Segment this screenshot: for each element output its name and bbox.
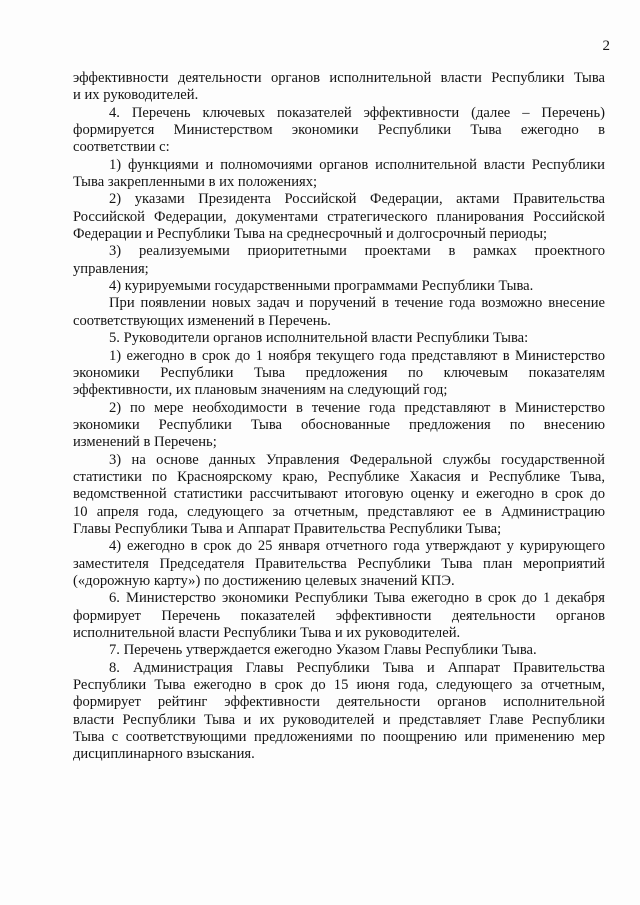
text-line: Тыва закрепленными в их положениях; xyxy=(73,174,318,191)
text-line: управления; xyxy=(73,260,149,277)
text-line: формирует Перечень показателей эффективности деятельности органов xyxy=(73,607,605,624)
text-line: 3) реализуемыми приоритетными проектами в рамках проектного xyxy=(109,243,605,260)
text-line: Российской Федерации, документами стратегического планирования Российской xyxy=(73,208,605,225)
text-line: 5. Руководители органов исполнительной власти Республики Тыва: xyxy=(109,330,529,347)
text-line: 4) ежегодно в срок до 25 января отчетного года утверждают у курирующего xyxy=(109,538,605,555)
text-line: 6. Министерство экономики Республики Тыва ежегодно в срок до 1 декабря xyxy=(109,590,605,607)
text-line: экономики Республики Тыва предложения по ключевым показателям xyxy=(73,364,605,381)
text-line: 4) курируемыми государственными программами Республики Тыва. xyxy=(109,278,534,295)
text-line: ведомственной статистики рассчитывают итоговую оценку и ежегодно в срок до xyxy=(73,486,605,503)
text-line: 10 апреля года, следующего за отчетным, представляют ее в Администрацию xyxy=(73,503,605,520)
text-line: соответствии с: xyxy=(73,139,170,156)
text-line: 2) указами Президента Российской Федерации, актами Правительства xyxy=(109,191,605,208)
text-line: эффективности деятельности органов исполнительной власти Республики Тыва xyxy=(73,70,605,86)
text-line: изменений в Перечень; xyxy=(73,434,217,451)
text-line: формируется Министерством экономики Республики Тыва ежегодно в xyxy=(73,122,605,139)
text-line: 3) на основе данных Управления Федеральной службы государственной xyxy=(109,451,605,468)
text-line: статистики по Красноярскому краю, Республике Хакасия и Республике Тыва, xyxy=(73,468,605,485)
text-line: («дорожную карту») по достижению целевых значений КПЭ. xyxy=(73,572,455,589)
page-number: 2 xyxy=(602,38,610,54)
text-line: Республики Тыва ежегодно в срок до 15 июня года, следующего за отчетным, xyxy=(73,677,605,694)
paragraph xyxy=(73,400,605,452)
text-line: 7. Перечень утверждается ежегодно Указом Главы Республики Тыва. xyxy=(109,642,537,659)
text-line: исполнительной власти Республики Тыва и их руководителей. xyxy=(73,625,461,641)
paragraph xyxy=(73,105,605,157)
text-line: Тыва с соответствующими предложениями по поощрению или применению мер xyxy=(73,729,605,746)
paragraph xyxy=(73,243,605,278)
text-line: При появлении новых задач и поручений в течение года возможно внесение xyxy=(109,295,605,312)
paragraph xyxy=(73,295,605,330)
text-line: соответствующих изменений в Перечень. xyxy=(73,312,331,329)
text-line: Главы Республики Тыва и Аппарат Правительства Республики Тыва; xyxy=(73,520,502,537)
paragraph xyxy=(73,660,605,764)
text-line: эффективности, их плановым значениям на следующий год; xyxy=(73,382,448,399)
paragraph xyxy=(73,191,605,243)
paragraph xyxy=(73,642,605,659)
text-line: власти Республики Тыва и их руководителей и представляет Главе Республики xyxy=(73,711,605,728)
text-line: дисциплинарного взыскания. xyxy=(73,746,255,763)
text-line: Федерации и Республики Тыва на среднесрочный и долгосрочный периоды; xyxy=(73,226,548,243)
text-line: формирует рейтинг эффективности деятельности органов исполнительной xyxy=(73,694,605,711)
document-body xyxy=(73,70,605,764)
paragraph xyxy=(73,330,605,347)
paragraph xyxy=(73,278,605,295)
paragraph xyxy=(73,70,605,105)
text-line: экономики Республики Тыва обоснованные предложения по внесению xyxy=(73,416,605,433)
paragraph xyxy=(73,157,605,192)
text-line: 1) функциями и полномочиями органов исполнительной власти Республики xyxy=(109,156,605,173)
paragraph xyxy=(73,452,605,539)
text-line: заместителя Председателя Правительства Республики Тыва план мероприятий xyxy=(73,555,605,572)
text-line: 2) по мере необходимости в течение года представляют в Министерство xyxy=(109,399,605,416)
text-line: 4. Перечень ключевых показателей эффективности (далее – Перечень) xyxy=(109,104,605,121)
text-line: и их руководителей. xyxy=(73,87,199,104)
text-line: 1) ежегодно в срок до 1 ноября текущего года представляют в Министерство xyxy=(109,347,605,364)
text-line: 8. Администрация Главы Республики Тыва и Аппарат Правительства xyxy=(109,659,605,676)
paragraph xyxy=(73,538,605,590)
paragraph xyxy=(73,590,605,642)
paragraph xyxy=(73,348,605,400)
